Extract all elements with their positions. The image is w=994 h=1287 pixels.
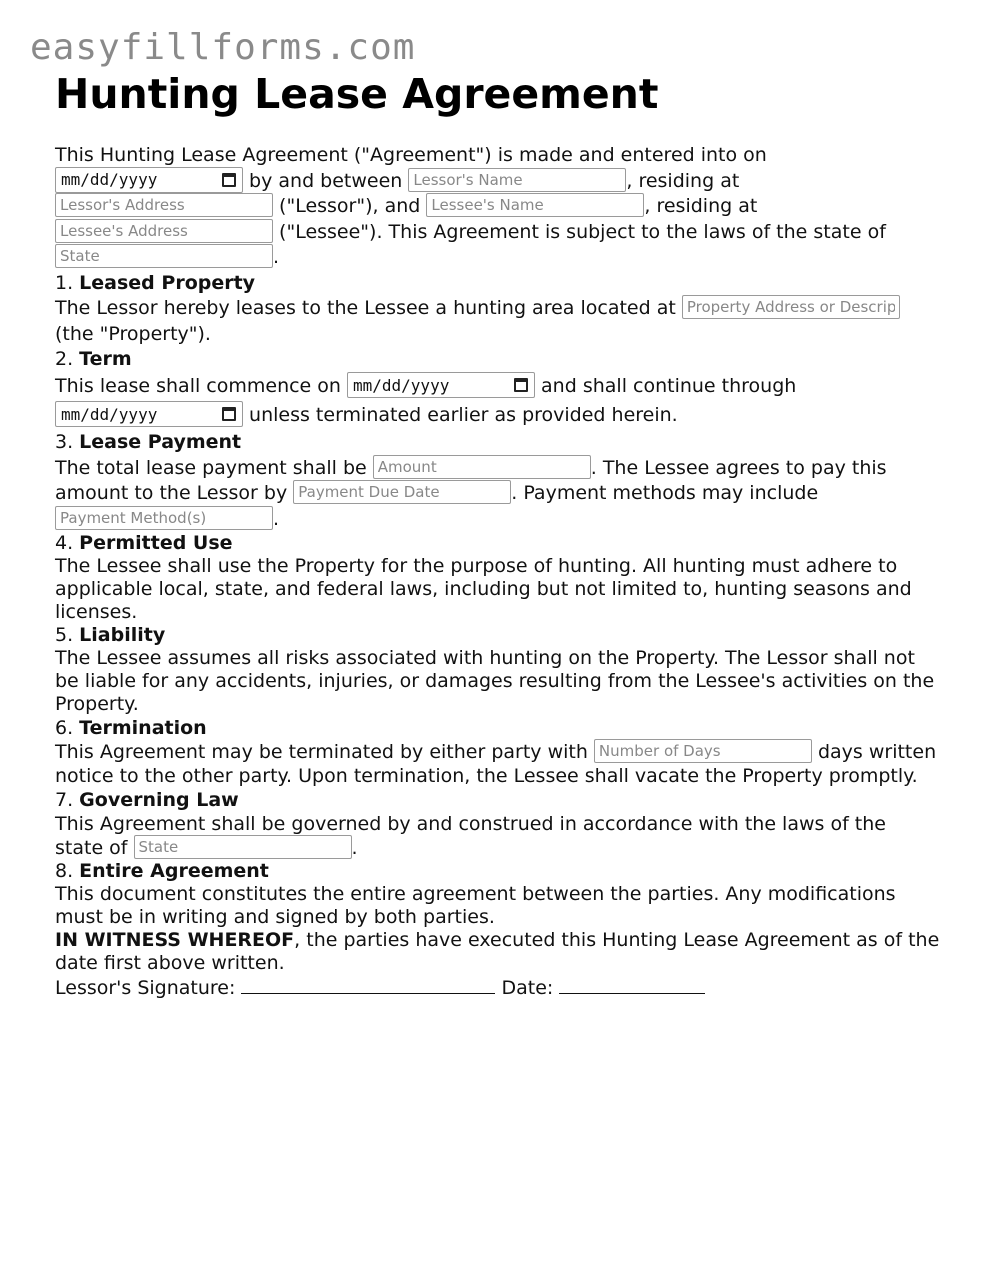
section-text: This document constitutes the entire agreement between the parties. Any modifications must be in writing and signed by both parties. [55,883,896,928]
section-text: This Agreement may be terminated by either party with [55,741,594,763]
section-number: 7. [55,789,80,811]
intro-text: This Hunting Lease Agreement ("Agreement") is made and entered into on [55,144,767,166]
amount-input[interactable] [373,455,591,479]
section-term [55,347,940,430]
section-heading [55,624,940,647]
section-text: The total lease payment shall be [55,456,373,479]
property-address-input[interactable] [682,295,900,319]
watermark: easyfillforms.com [30,27,416,68]
section-termination [55,716,940,788]
section-permitted-use [55,532,940,624]
section-text: (the "Property"). [55,322,211,345]
section-heading [55,347,940,372]
calendar-icon [222,407,236,421]
section-text: . [351,837,358,859]
section-title: Governing Law [79,789,239,811]
lessee-address-input[interactable] [55,219,273,243]
section-number: 5. [55,624,80,646]
signature-date-line[interactable] [559,975,705,994]
section-entire-agreement [55,860,940,929]
witness-text: , the parties have executed this Hunting Lease Agreement as of the date first above written. [55,929,940,974]
lessor-address-input[interactable] [55,193,273,217]
lessee-name-input[interactable] [426,193,644,217]
witness-heading: IN WITNESS WHEREOF [55,929,295,951]
governing-state-input[interactable] [134,835,352,859]
section-governing-law [55,788,940,860]
calendar-icon [222,173,236,187]
intro-text: ("Lessee"). This Agreement is subject to the laws of the state of [273,220,886,243]
section-title: Entire Agreement [79,860,269,882]
section-text: The Lessor hereby leases to the Lessee a hunting area located at [55,297,682,319]
date-format: mm/dd/yyyy [61,404,158,424]
section-heading [55,430,940,456]
section-heading [55,271,940,297]
section-text: . The Lessee agrees to pay this [590,456,887,479]
payment-due-date-input[interactable] [293,480,511,504]
calendar-icon [514,378,528,392]
lease-start-date-input[interactable] [347,372,535,398]
section-title: Lease Payment [79,431,242,453]
section-number: 4. [55,532,80,554]
section-text: and shall continue through [535,375,797,397]
intro-paragraph [55,143,940,271]
section-title: Liability [79,624,166,646]
section-number: 2. [55,348,80,370]
section-text: unless terminated earlier as provided herein. [243,404,678,426]
intro-text: , residing at [644,195,758,217]
section-number: 6. [55,717,80,739]
section-heading [55,860,940,883]
section-text: . Payment methods may include [511,482,819,504]
intro-text: . [273,246,280,268]
section-title: Term [79,348,132,370]
state-input[interactable] [55,244,273,268]
lease-end-date-input[interactable] [55,401,243,427]
section-number: 3. [55,431,80,453]
section-title: Permitted Use [79,532,233,554]
section-heading [55,788,940,812]
agreement-date-input[interactable] [55,167,243,193]
section-heading [55,532,940,555]
section-number: 1. [55,271,80,294]
section-text: days written notice to the other party. Upon termination, the Lessee shall vacate the Property promptly. [55,741,937,787]
signature-row [55,975,940,1002]
section-text: The Lessee shall use the Property for the purpose of hunting. All hunting must adhere to applicable local, state, and federal laws, including but not limited to, hunting seasons and licenses. [55,555,912,623]
intro-text: , residing at [626,169,740,192]
section-title: Leased Property [79,271,256,294]
section-text: The Lessee assumes all risks associated with hunting on the Property. The Lessor shall not be liable for any accidents, injuries, or damages resulting from the Lessee's activities on the Property. [55,647,935,715]
section-liability [55,624,940,716]
notice-days-input[interactable] [594,739,812,763]
section-heading [55,716,940,740]
date-label: Date: [495,977,560,999]
signature-label: Lessor's Signature: [55,977,242,999]
section-text: This Agreement shall be governed by and construed in accordance with the laws of the state of [55,813,886,859]
payment-methods-input[interactable] [55,506,273,530]
intro-text: by and between [243,169,409,192]
page-title: Hunting Lease Agreement [55,70,659,118]
intro-text: ("Lessor"), and [273,195,427,217]
section-title: Termination [79,717,207,739]
section-leased-property [55,271,940,348]
witness-paragraph [55,929,940,975]
date-format: mm/dd/yyyy [353,375,450,395]
lessor-name-input[interactable] [408,168,626,192]
section-lease-payment [55,430,940,532]
section-text: This lease shall commence on [55,375,347,397]
section-number: 8. [55,860,80,882]
signature-line[interactable] [241,975,495,994]
date-format: mm/dd/yyyy [61,169,158,189]
document-body [55,143,940,1002]
section-text: . [273,507,280,530]
section-text: amount to the Lessor by [55,482,294,504]
